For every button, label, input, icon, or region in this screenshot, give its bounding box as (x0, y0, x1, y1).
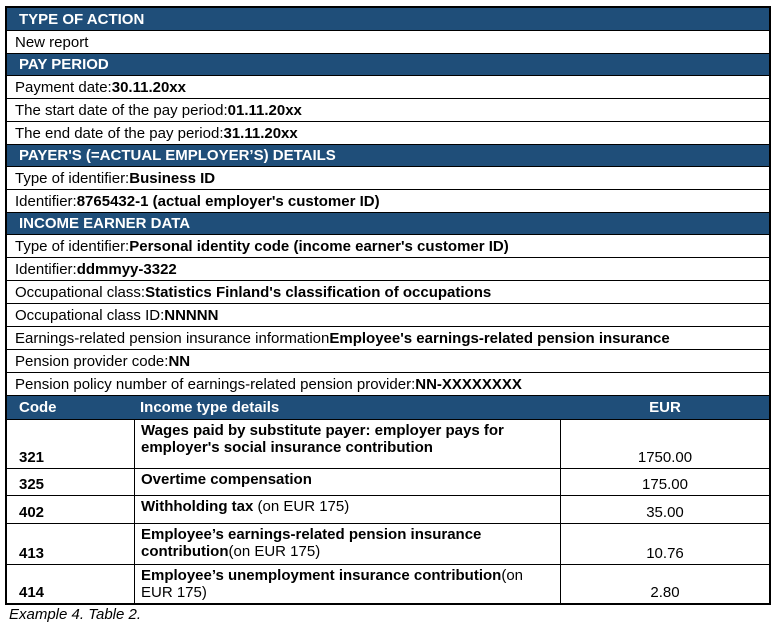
field-value: NN-XXXXXXXX (415, 375, 522, 393)
income-amount: 1750.00 (637, 449, 693, 466)
field-value: Personal identity code (income earner's customer ID) (129, 237, 509, 255)
field-label: The start date of the pay period: (15, 101, 228, 119)
income-code-cell (7, 565, 134, 603)
income-details-bold: Overtime compensation (141, 471, 312, 488)
income-row-402 (7, 495, 769, 523)
income-details-bold: Employee’s unemployment insurance contribution (141, 567, 502, 584)
income-code: 413 (19, 545, 45, 562)
field-value: Statistics Finland's classification of occupations (145, 283, 492, 301)
row-payer-identifier (7, 189, 769, 212)
section-header-label: PAYER'S (=ACTUAL EMPLOYER’S) DETAILS (19, 147, 336, 164)
column-header-details: Income type details (140, 399, 280, 416)
row-pay-period-end (7, 121, 769, 144)
table-caption (5, 605, 773, 623)
field-label: Type of identifier: (15, 237, 130, 255)
field-value: NNNNN (164, 306, 219, 324)
income-details-cell (134, 565, 561, 603)
row-pension-policy-number (7, 372, 769, 395)
income-row-414 (7, 564, 769, 603)
field-value: 01.11.20xx (227, 101, 302, 119)
income-code: 414 (19, 584, 45, 601)
income-details-bold: Withholding tax (141, 498, 254, 515)
income-amount-cell (561, 496, 769, 523)
field-label: Occupational class: (15, 283, 146, 301)
income-details-cell (134, 524, 561, 564)
field-label: Identifier: (15, 260, 77, 278)
income-code: 402 (19, 504, 45, 521)
section-header-type-of-action (7, 8, 769, 30)
payroll-report-table (5, 6, 771, 605)
row-pay-period-start (7, 98, 769, 121)
field-value: 30.11.20xx (111, 78, 186, 96)
field-value: Employee's earnings-related pension insurance (329, 329, 670, 347)
field-label: Identifier: (15, 192, 77, 210)
income-amount-cell (561, 524, 769, 564)
section-header-payer-details (7, 144, 769, 166)
field-value: Business ID (129, 169, 216, 187)
field-value: NN (168, 352, 191, 370)
section-header-label: TYPE OF ACTION (19, 10, 145, 28)
income-details-regular: (on EUR 175) (141, 567, 524, 601)
income-code-cell (7, 420, 134, 468)
income-amount: 10.76 (646, 545, 684, 562)
field-label: Pension provider code: (15, 352, 169, 370)
income-code-cell (7, 496, 134, 523)
income-code: 325 (19, 476, 45, 493)
field-value: 31.11.20xx (223, 124, 298, 142)
income-code: 321 (19, 449, 45, 466)
field-label: Earnings-related pension insurance information (15, 329, 330, 347)
field-value: New report (15, 33, 89, 51)
income-amount: 2.80 (650, 584, 680, 601)
row-occupational-class-id (7, 303, 769, 326)
section-header-pay-period (7, 53, 769, 75)
income-details-cell (134, 420, 561, 468)
income-details-regular: (on EUR 175) (228, 543, 321, 560)
table-caption-text: Example 4. Table 2. (9, 606, 142, 623)
row-earner-identifier-type (7, 234, 769, 257)
row-new-report (7, 30, 769, 53)
income-details-cell (134, 496, 561, 523)
row-pension-provider-code (7, 349, 769, 372)
column-header-eur: EUR (649, 399, 681, 416)
field-label: Occupational class ID: (15, 306, 165, 324)
income-amount-cell (561, 420, 769, 468)
row-pension-insurance-info (7, 326, 769, 349)
field-label: The end date of the pay period: (15, 124, 224, 142)
row-payer-identifier-type (7, 166, 769, 189)
income-table-header-row (7, 395, 769, 419)
income-row-321 (7, 419, 769, 468)
section-header-label: INCOME EARNER DATA (19, 215, 191, 232)
field-label: Pension policy number of earnings-related pension provider: (15, 375, 416, 393)
income-details-regular: (on EUR 175) (253, 498, 350, 515)
income-details-bold: Wages paid by substitute payer: employer pays for employer's social insurance contribution (141, 422, 504, 456)
field-label: Type of identifier: (15, 169, 130, 187)
section-header-income-earner (7, 212, 769, 234)
field-value: 8765432-1 (actual employer's customer ID) (76, 192, 380, 210)
income-code-cell (7, 524, 134, 564)
income-details-bold: Employee’s earnings-related pension insurance contribution (141, 526, 482, 560)
field-value: ddmmyy-3322 (76, 260, 177, 278)
field-label: Payment date: (15, 78, 112, 96)
income-amount-cell (561, 469, 769, 495)
income-code-cell (7, 469, 134, 495)
income-amount: 175.00 (642, 476, 688, 493)
income-amount: 35.00 (646, 504, 684, 521)
row-occupational-class (7, 280, 769, 303)
row-payment-date (7, 75, 769, 98)
income-row-413 (7, 523, 769, 564)
column-header-code: Code (19, 399, 57, 416)
row-earner-identifier (7, 257, 769, 280)
income-type-table (7, 395, 769, 603)
section-header-label: PAY PERIOD (19, 56, 109, 73)
income-details-cell (134, 469, 561, 495)
income-amount-cell (561, 565, 769, 603)
income-row-325 (7, 468, 769, 495)
